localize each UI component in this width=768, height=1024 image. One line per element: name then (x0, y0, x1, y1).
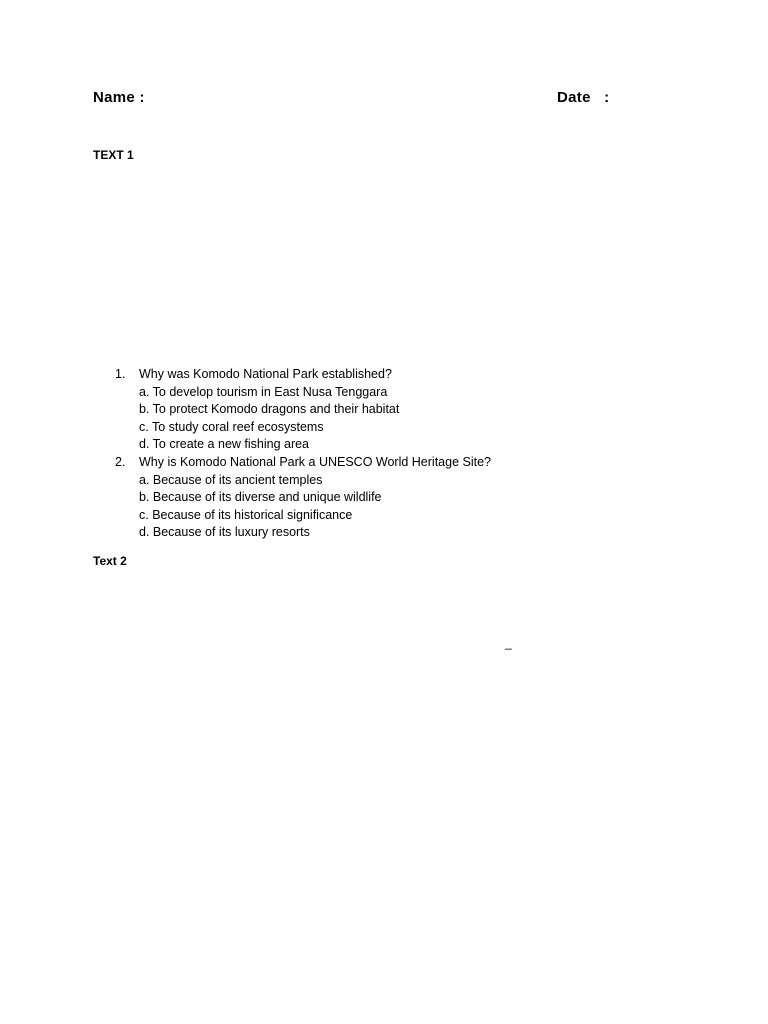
question-number: 1. (115, 367, 126, 381)
answer-option: c. To study coral reef ecosystems (139, 419, 324, 434)
answer-option: b. To protect Komodo dragons and their habitat (139, 402, 400, 417)
answer-option: c. Because of its historical significance (139, 507, 353, 522)
question-2 (0, 454, 768, 542)
text2-heading: Text 2 (93, 554, 127, 568)
question-text: Why is Komodo National Park a UNESCO World Heritage Site? (139, 454, 491, 469)
answer-option: d. Because of its luxury resorts (139, 525, 310, 540)
stray-underscore: _ (505, 636, 512, 650)
date-label: Date : (557, 89, 610, 106)
answer-option: d. To create a new fishing area (139, 437, 310, 452)
answer-option: b. Because of its diverse and unique wildlife (139, 490, 382, 505)
question-number: 2. (115, 454, 126, 469)
answer-option: a. Because of its ancient temples (139, 472, 323, 487)
text1-heading: TEXT 1 (93, 148, 134, 162)
name-label: Name : (93, 89, 145, 106)
question-text: Why was Komodo National Park established? (139, 367, 392, 381)
question-list (0, 366, 768, 542)
answer-option: a. To develop tourism in East Nusa Tenggara (139, 384, 388, 399)
question-1 (0, 366, 768, 454)
